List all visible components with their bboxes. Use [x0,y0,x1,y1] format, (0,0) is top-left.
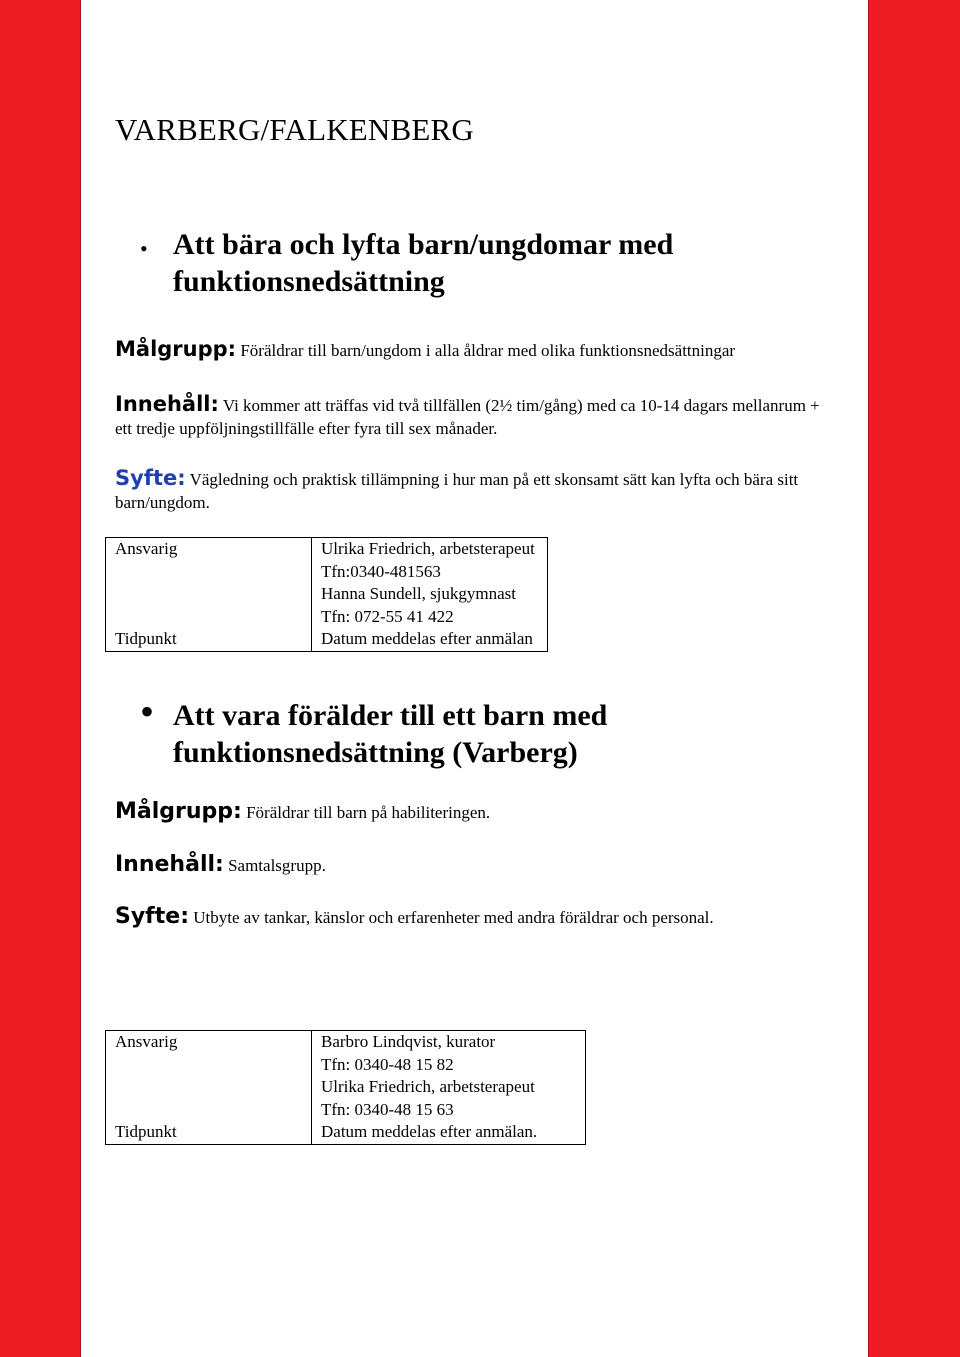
bullet-icon: • [140,689,155,734]
syfte-text: Utbyte av tankar, känslor och erfarenheter med andra föräldrar och personal. [193,908,714,927]
innehall-paragraph [115,393,825,440]
value-cell [312,1031,586,1145]
ansvarig-line: Hanna Sundell, sjukgymnast [321,584,517,603]
ansvarig-line: Tfn: 072-55 41 422 [321,606,454,626]
ansvarig-line: Ulrika Friedrich, arbetsterapeut [321,1077,535,1096]
tidpunkt-value: Datum meddelas efter anmälan [321,629,533,648]
syfte-paragraph [115,905,825,929]
innehall-text: Samtalsgrupp. [228,856,326,875]
syfte-paragraph [115,467,825,514]
label-cell [106,1031,312,1145]
syfte-label: Syfte: [115,904,189,929]
left-red-band [0,0,81,1357]
ansvarig-label: Ansvarig [115,539,178,558]
value-cell [312,538,548,652]
malgrupp-text: Föräldrar till barn på habiliteringen. [246,803,491,822]
malgrupp-text: Föräldrar till barn/ungdom i alla åldrar med olika funktionsnedsättningar [240,341,736,360]
heading-line-2: funktionsnedsättning (Varberg) [173,736,578,769]
section-heading-parenting [140,689,820,771]
right-red-band [868,0,960,1357]
malgrupp-label: Målgrupp: [115,799,242,824]
malgrupp-label: Målgrupp: [115,337,237,361]
bullet-icon: • [140,236,148,261]
ansvarig-label: Ansvarig [115,1032,178,1051]
page-title: VARBERG/FALKENBERG [115,112,474,147]
malgrupp-paragraph [115,800,825,824]
innehall-label: Innehåll: [115,392,219,416]
tidpunkt-label: Tidpunkt [115,629,177,648]
syfte-label: Syfte: [115,466,186,490]
heading-line-1: Att bära och lyfta barn/ungdomar med [173,228,674,261]
ansvarig-line: Tfn: 0340-48 15 63 [321,1099,454,1119]
label-cell [106,538,312,652]
contact-table [105,1030,586,1145]
innehall-text: Vi kommer att träffas vid två tillfällen (2½ tim/gång) med ca 10-14 dagars mellanrum + ett tredje uppföljningstillfälle efter fyra till sex månader. [115,396,820,438]
ansvarig-line: Barbro Lindqvist, kurator [321,1032,496,1051]
ansvarig-line: Tfn:0340-481563 [321,561,441,581]
malgrupp-paragraph [115,338,825,362]
ansvarig-line: Tfn: 0340-48 15 82 [321,1054,454,1074]
contact-table [105,537,548,652]
tidpunkt-value: Datum meddelas efter anmälan. [321,1122,538,1141]
innehall-label: Innehåll: [115,852,224,877]
innehall-paragraph [115,853,825,877]
tidpunkt-label: Tidpunkt [115,1122,177,1141]
heading-line-1: Att vara förälder till ett barn med [173,699,608,732]
section-heading-lifting [140,226,820,300]
ansvarig-line: Ulrika Friedrich, arbetsterapeut [321,539,535,558]
syfte-text: Vägledning och praktisk tillämpning i hur man på ett skonsamt sätt kan lyfta och bära sitt barn/ungdom. [115,470,799,512]
heading-line-2: funktionsnedsättning [173,265,445,298]
